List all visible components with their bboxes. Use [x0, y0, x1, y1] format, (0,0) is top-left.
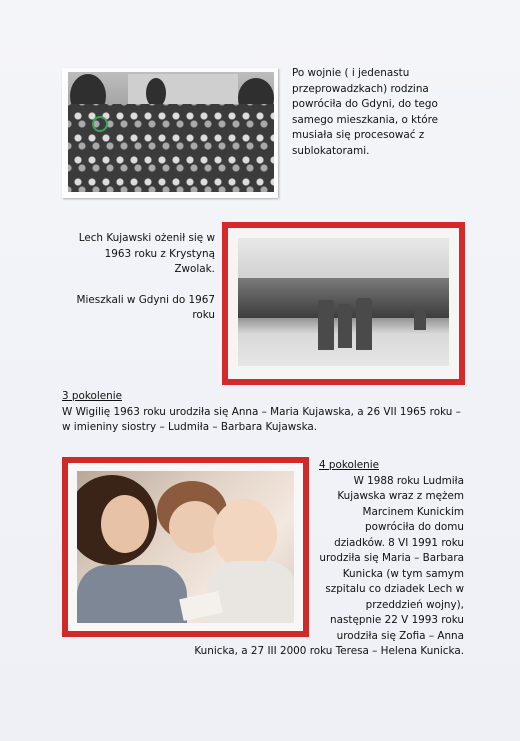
text-line: szpitalu co dziadek Lech w	[325, 583, 464, 595]
text-line: Kunicka, a 27 III 2000 roku Teresa – Helena Kunicka.	[194, 645, 464, 657]
text-line: dziadków. 8 VI 1991 roku	[334, 536, 464, 549]
text-line: roku	[192, 309, 215, 321]
section2-text	[60, 231, 215, 324]
text-line: Po wojnie ( i jedenastu	[292, 67, 410, 79]
section1-text	[292, 66, 438, 159]
text-line: przeprowadzkach) rodzina	[292, 82, 429, 95]
text-line: musiała się procesować z	[292, 129, 425, 141]
text-line: Kunicka (w tym samym	[342, 567, 464, 580]
text-line: W 1988 roku Ludmiła	[353, 474, 464, 487]
text-line: następnie 22 V 1993 roku	[330, 614, 464, 626]
section4-text	[186, 458, 464, 660]
text-line: samego mieszkania, o które	[292, 113, 439, 126]
text-line: Kujawska wraz z mężem	[337, 490, 464, 502]
text-line: sublokatorami.	[292, 144, 370, 157]
highlight-circle	[92, 116, 108, 132]
section3-heading: 3 pokolenie	[62, 390, 123, 402]
text-line: Lech Kujawski ożenił się w	[78, 232, 215, 244]
text-line: Mieszkali w Gdyni do 1967	[76, 293, 215, 306]
text-line: urodziła się Maria – Barbara	[319, 552, 464, 564]
ship-photo	[222, 222, 465, 385]
group-photo	[62, 68, 278, 198]
text-line: 1963 roku z Krystyną	[104, 247, 215, 260]
section4-heading: 4 pokolenie	[319, 459, 380, 471]
text-line: urodziła się Zofia – Anna	[336, 629, 464, 642]
section3-text	[62, 389, 461, 436]
text-line: W Wigilię 1963 roku urodziła się Anna – Maria Kujawska, a 26 VII 1965 roku –	[62, 405, 461, 418]
text-line: Marcinem Kunickim	[362, 505, 464, 518]
text-line: w imieniny siostry – Ludmiła – Barbara Kujawska.	[62, 421, 318, 433]
text-line: powróciła do domu	[365, 521, 464, 533]
text-line: powróciła do Gdyni, do tego	[292, 98, 438, 110]
text-line: przeddzień wojny),	[365, 598, 464, 611]
text-line: Zwolak.	[174, 263, 215, 275]
